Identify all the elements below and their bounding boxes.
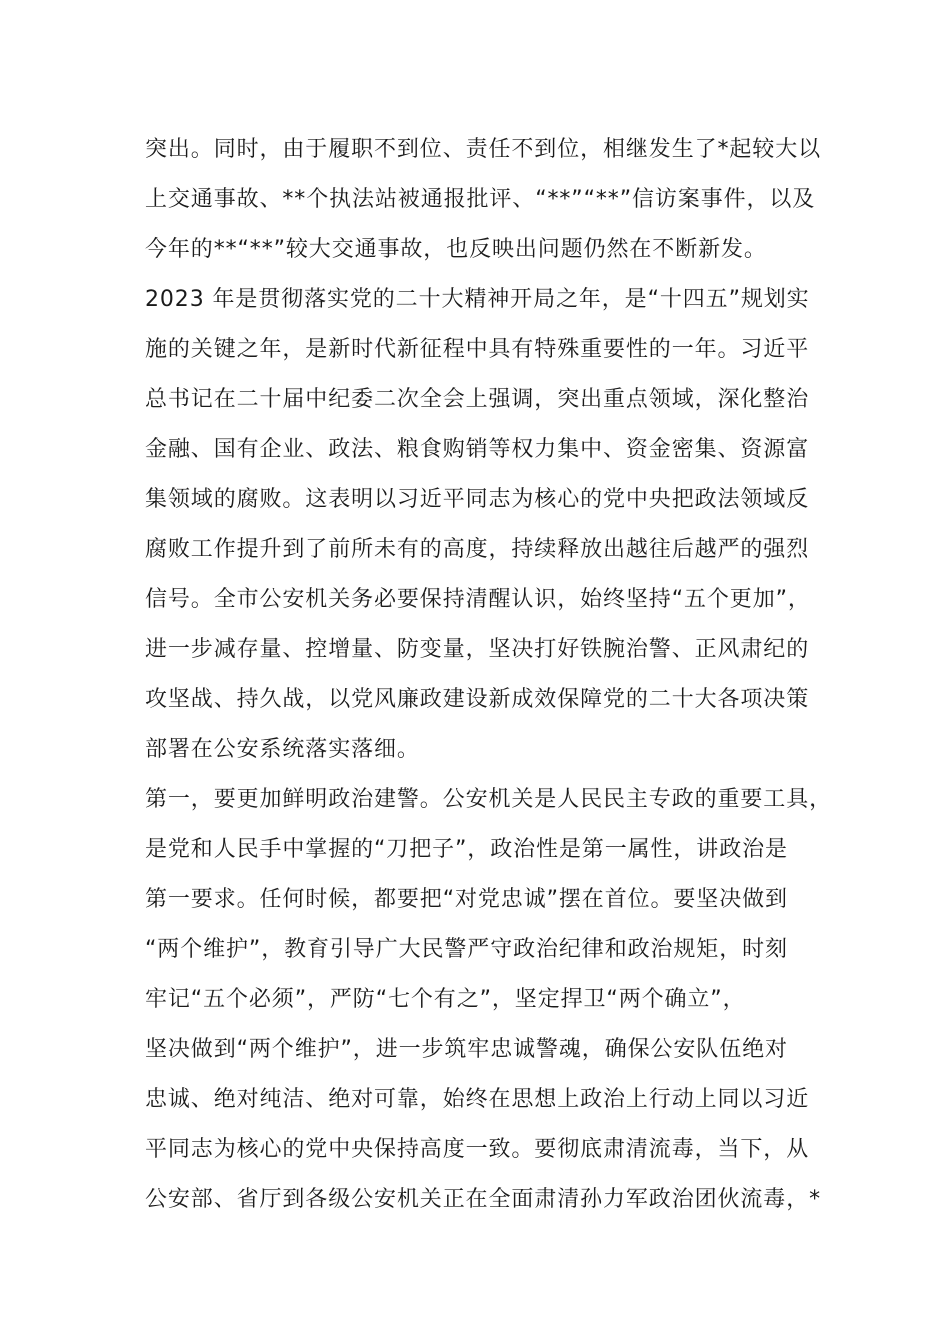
text-line-7: 金融、国有企业、政法、粮食购销等权力集中、资金密集、资源富 [145, 437, 810, 462]
text-line-9: 腐败工作提升到了前所未有的高度，持续释放出越往后越严的强烈 [145, 537, 810, 562]
text-line-17: “两个维护”，教育引导广大民警严守政治纪律和政治规矩，时刻 [145, 937, 788, 962]
text-line-12: 攻坚战、持久战，以党风廉政建设新成效保障党的二十大各项决策 [145, 687, 810, 712]
text-line-22: 公安部、省厅到各级公安机关正在全面肃清孙力军政治团伙流毒，* [145, 1187, 822, 1212]
text-line-6: 总书记在二十届中纪委二次全会上强调，突出重点领域，深化整治 [145, 387, 810, 412]
text-line-16: 第一要求。任何时候，都要把“对党忠诚”摆在首位。要坚决做到 [145, 887, 788, 912]
text-line-11: 进一步减存量、控增量、防变量，坚决打好铁腕治警、正风肃纪的 [145, 637, 810, 662]
text-line-5: 施的关键之年，是新时代新征程中具有特殊重要性的一年。习近平 [145, 337, 810, 362]
text-line-2: 上交通事故、**个执法站被通报批评、“**”“**”信访案事件，以及 [145, 187, 816, 212]
text-line-10: 信号。全市公安机关务必要保持清醒认识，始终坚持“五个更加”， [145, 587, 811, 612]
text-line-13: 部署在公安系统落实落细。 [145, 737, 420, 762]
text-line-8: 集领域的腐败。这表明以习近平同志为核心的党中央把政法领域反 [145, 487, 810, 512]
text-line-21: 平同志为核心的党中央保持高度一致。要彻底肃清流毒，当下，从 [145, 1137, 810, 1162]
text-line-20: 忠诚、绝对纯洁、绝对可靠，始终在思想上政治上行动上同以习近 [145, 1087, 810, 1112]
text-line-19: 坚决做到“两个维护”，进一步筑牢忠诚警魂，确保公安队伍绝对 [145, 1037, 788, 1062]
text-line-4: 2023 年是贯彻落实党的二十大精神开局之年，是“十四五”规划实 [145, 287, 810, 312]
text-line-14: 第一，要更加鲜明政治建警。公安机关是人民民主专政的重要工具， [145, 787, 833, 812]
text-line-1: 突出。同时，由于履职不到位、责任不到位，相继发生了*起较大以 [145, 137, 822, 162]
text-line-15: 是党和人民手中掌握的“刀把子”，政治性是第一属性，讲政治是 [145, 837, 788, 862]
text-line-3: 今年的**“**”较大交通事故，也反映出问题仍然在不断新发。 [145, 237, 767, 262]
text-line-18: 牢记“五个必须”，严防“七个有之”，坚定捍卫“两个确立”， [145, 987, 746, 1012]
